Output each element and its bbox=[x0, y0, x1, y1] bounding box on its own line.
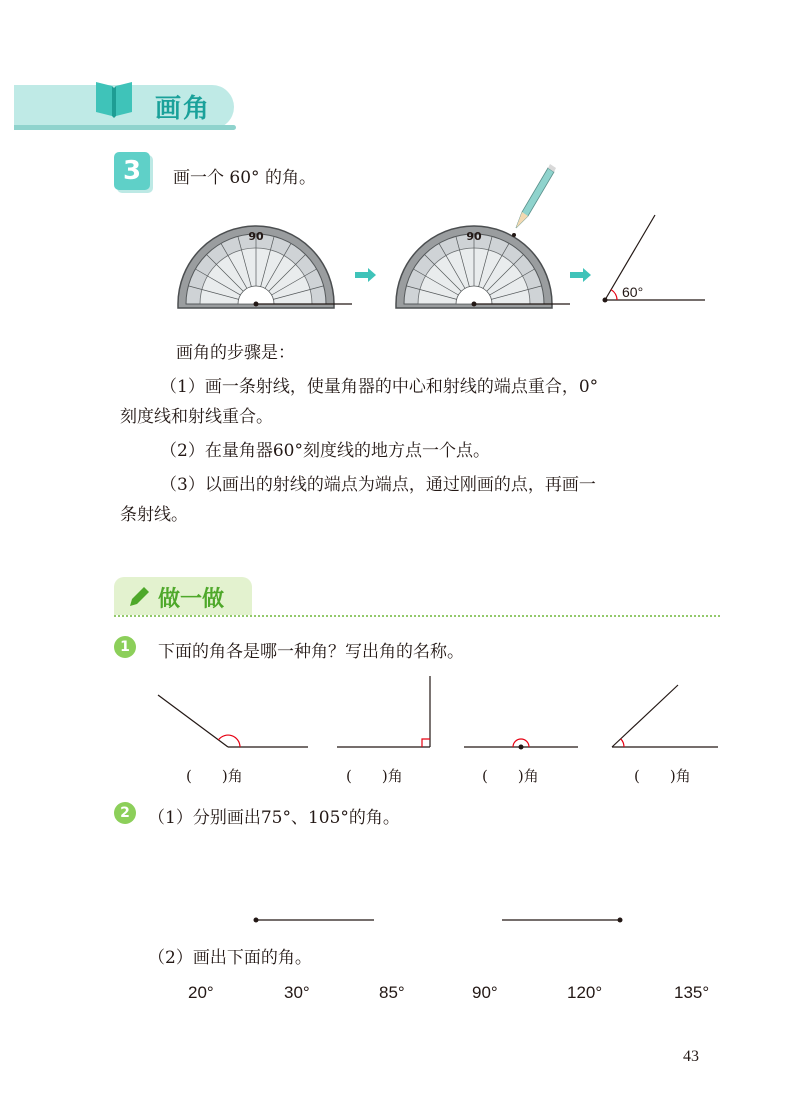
question-1-text: 下面的角各是哪一种角？写出角的名称。 bbox=[158, 642, 464, 662]
step-2: （2）在量角器60°刻度线的地方点一个点。 bbox=[160, 441, 490, 461]
svg-text:90: 90 bbox=[466, 230, 482, 243]
example-number: 3 bbox=[114, 152, 150, 190]
practice-title: 做一做 bbox=[158, 587, 225, 612]
angle-value: 135° bbox=[674, 983, 710, 1002]
angle-value: 30° bbox=[284, 983, 310, 1002]
answer-blank-2: ( )角 bbox=[346, 767, 403, 785]
right-angle bbox=[337, 676, 430, 747]
angle-types-figure bbox=[150, 670, 730, 760]
obtuse-angle bbox=[158, 695, 308, 747]
step-3: （3）以画出的射线的端点为端点，通过刚画的点，再画一 bbox=[160, 475, 596, 495]
step-1-continued: 刻度线和射线重合。 bbox=[120, 407, 273, 427]
example-prompt: 画一个 60° 的角。 bbox=[173, 168, 316, 188]
question-2-part-1: （1）分别画出75°、105°的角。 bbox=[148, 808, 400, 828]
step-3-continued: 条射线。 bbox=[120, 505, 188, 525]
question-number-2: 2 bbox=[114, 802, 136, 824]
arrow-icon bbox=[355, 268, 376, 282]
arrow-icon bbox=[570, 268, 591, 282]
page-number: 43 bbox=[683, 1048, 699, 1065]
pencil-icon bbox=[516, 164, 556, 228]
protractor-diagram bbox=[170, 160, 730, 320]
straight-angle bbox=[464, 739, 578, 750]
step-1: （1）画一条射线，使量角器的中心和射线的端点重合，0° bbox=[160, 377, 599, 397]
question-number-1: 1 bbox=[114, 636, 136, 658]
rays-to-draw bbox=[250, 910, 630, 930]
acute-angle bbox=[612, 685, 718, 747]
question-2-part-2: （2）画出下面的角。 bbox=[148, 948, 312, 968]
angle-value: 85° bbox=[379, 983, 405, 1002]
answer-blank-3: ( )角 bbox=[482, 767, 539, 785]
svg-text:90: 90 bbox=[248, 230, 264, 243]
answer-blank-4: ( )角 bbox=[634, 767, 691, 785]
steps-intro: 画角的步骤是： bbox=[176, 343, 295, 363]
angle-value: 120° bbox=[567, 983, 603, 1002]
angle-value: 90° bbox=[472, 983, 498, 1002]
angle-label: 60° bbox=[622, 284, 644, 300]
practice-divider bbox=[114, 615, 720, 617]
section-title: 画角 bbox=[155, 94, 212, 124]
answer-blank-1: ( )角 bbox=[186, 767, 243, 785]
section-banner-shadow bbox=[14, 125, 236, 130]
angle-value: 20° bbox=[188, 983, 214, 1002]
pencil-icon bbox=[128, 586, 152, 608]
book-icon bbox=[92, 76, 136, 118]
